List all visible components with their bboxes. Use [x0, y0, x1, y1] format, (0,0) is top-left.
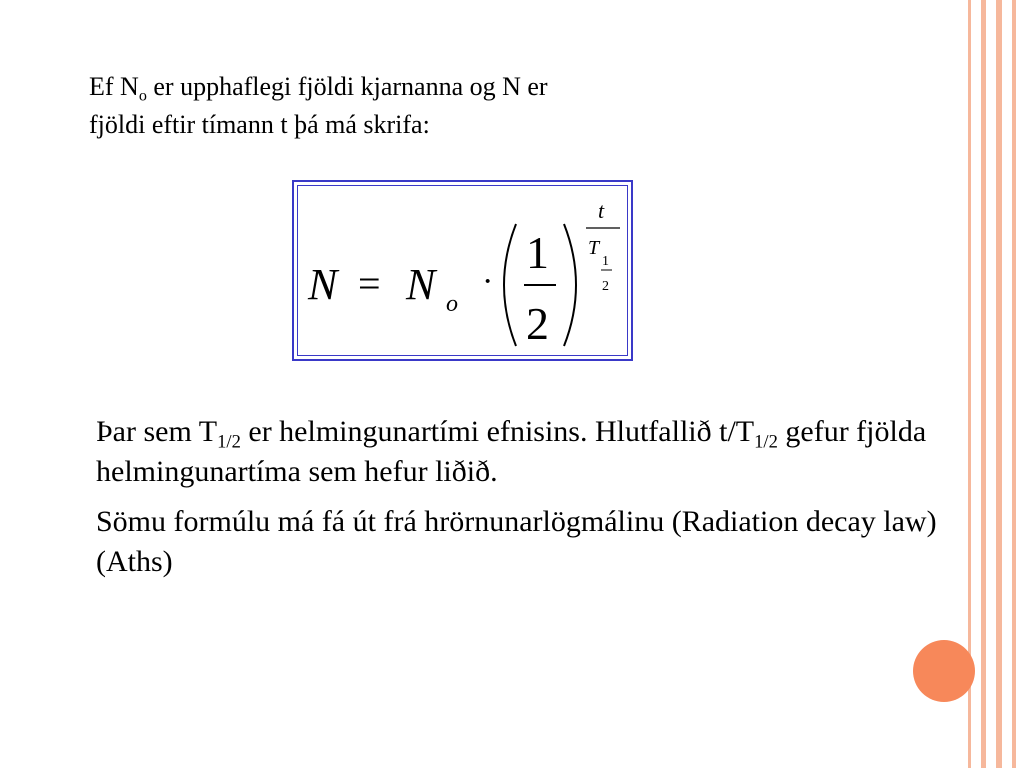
fraction-numerator: 1 [526, 227, 549, 278]
formula-equals: = [358, 261, 381, 306]
formula-box [292, 180, 633, 361]
half-life-subscript: 1/2 [217, 431, 241, 453]
intro-text [89, 68, 809, 144]
intro-part2: er upphaflegi fjöldi kjarnanna og N er [146, 72, 548, 101]
half-life-subscript-2: 1/2 [754, 431, 778, 453]
explanation-text [96, 412, 966, 592]
paragraph-decay-law: Sömu formúlu má fá út frá hrörnunarlögmálinu (Radiation decay law) (Aths) [96, 505, 937, 578]
exponent-numerator: t [598, 198, 605, 223]
right-parenthesis [564, 224, 576, 346]
formula-n0: N [406, 260, 436, 309]
intro-line2: fjöldi eftir tímann t þá má skrifa: [89, 110, 430, 139]
decorative-stripe [996, 0, 1002, 768]
decorative-circle [913, 640, 975, 702]
formula-lhs: N [308, 260, 338, 309]
fraction-denominator: 2 [526, 298, 549, 349]
decorative-stripe [981, 0, 986, 768]
paragraph1-text1: Þar sem T [96, 415, 218, 448]
exponent-sub-denominator: 2 [602, 279, 609, 294]
formula-dot: · [482, 263, 494, 300]
exponent-denominator: T [588, 237, 600, 259]
decay-formula [294, 182, 635, 363]
left-parenthesis [504, 224, 516, 346]
formula-n0-subscript: o [446, 291, 458, 317]
decorative-stripe [1012, 0, 1016, 768]
exponent-sub-numerator: 1 [602, 254, 609, 269]
paragraph1-text2: er helmingunartími efnisins. Hlutfallið t/T [240, 415, 755, 448]
paragraph-half-life [96, 412, 966, 492]
paragraph1-text3: gefur fjölda helmingunartíma sem hefur liðið. [96, 415, 927, 488]
intro-subscript: o [138, 87, 147, 105]
intro-part1: Ef N [89, 72, 139, 101]
